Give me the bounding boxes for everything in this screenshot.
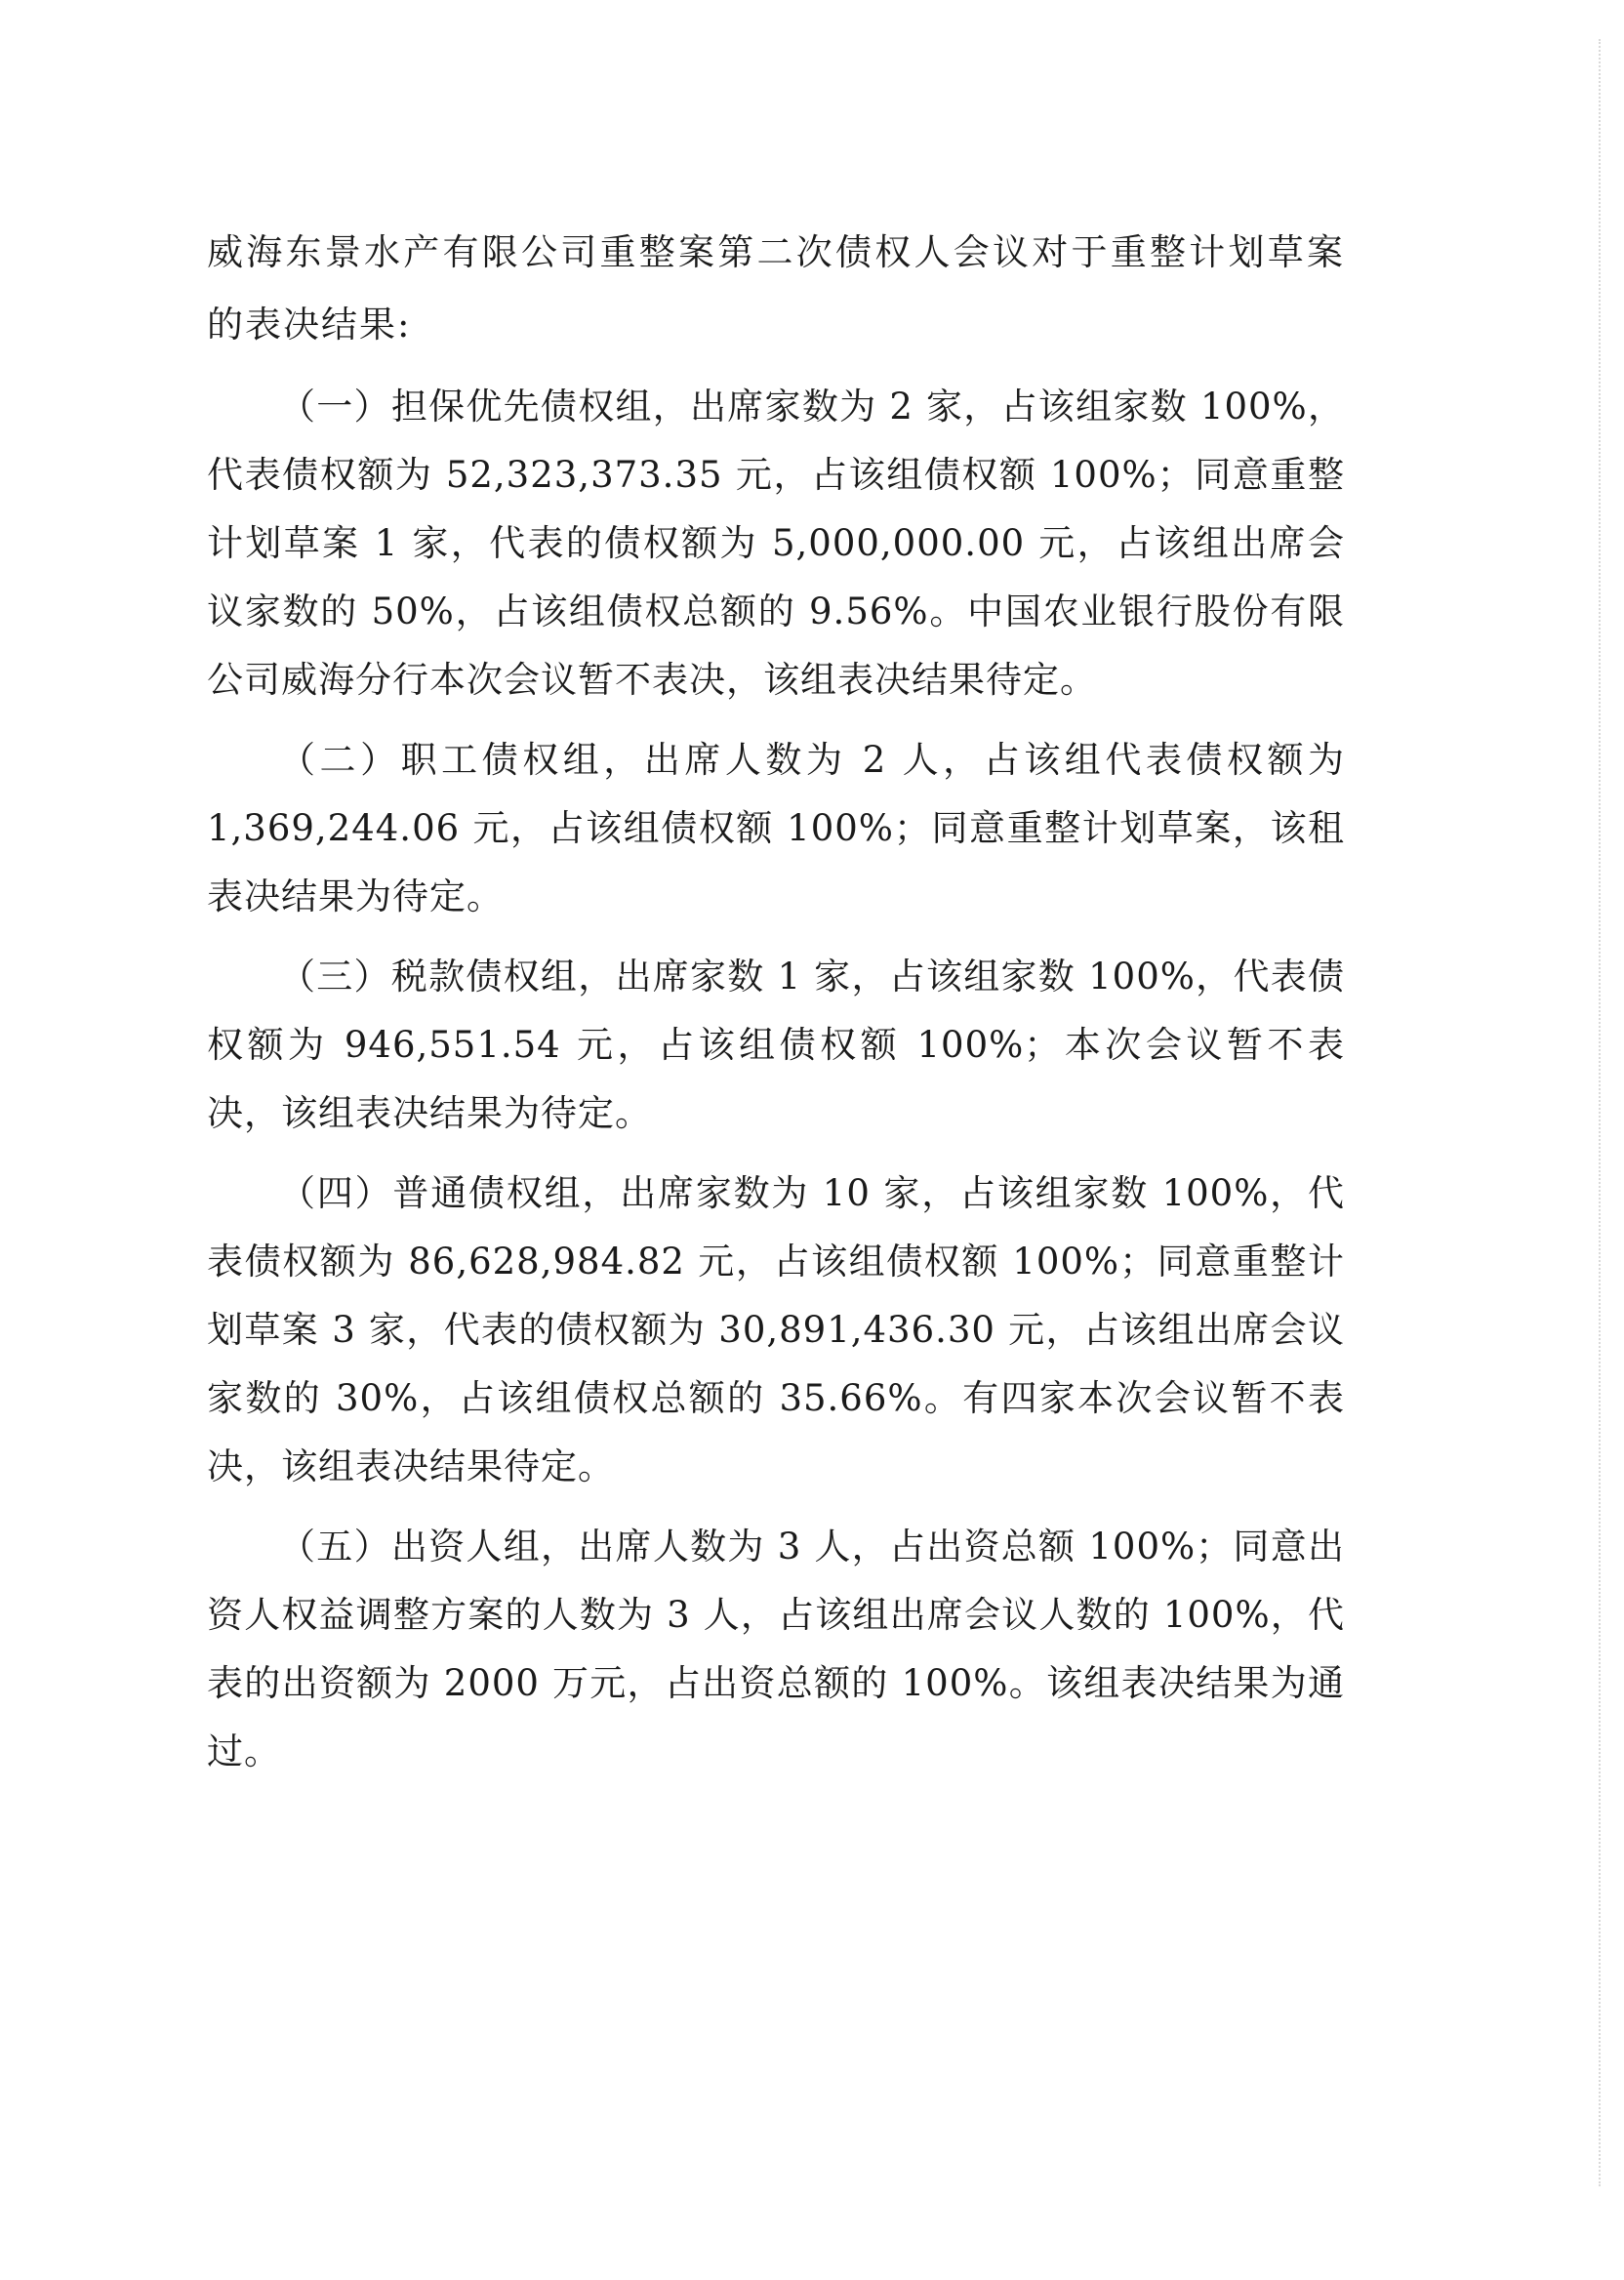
paragraph-block bbox=[207, 943, 1345, 1148]
paragraph-block bbox=[207, 1513, 1345, 1786]
document-body bbox=[207, 217, 1345, 1786]
scan-edge-divider bbox=[1599, 39, 1601, 2186]
paragraph-general-creditors: （四）普通债权组，出席家数为 10 家，占该组家数 100%，代表债权额为 86,628,984.82 元，占该组债权额 100%；同意重整计划草案 3 家，代表的债权额为 30,891,436.30 元，占该组出席会议家数的 30%，占该组债权总额的 35.66%。有四家本次会议暂不表决，该组表决结果待定。 bbox=[207, 1172, 1345, 1487]
paragraph-block bbox=[207, 726, 1345, 931]
paragraph-block bbox=[207, 1160, 1345, 1501]
paragraph-investors: （五）出资人组，出席人数为 3 人，占出资总额 100%；同意出资人权益调整方案的人数为 3 人，占该组出席会议人数的 100%，代表的出资额为 2000 万元，占出资总额的 100%。该组表决结果为通过。 bbox=[207, 1526, 1345, 1772]
paragraph-employee-creditors: （二）职工债权组，出席人数为 2 人，占该组代表债权额为 1,369,244.06 元，占该组债权额 100%；同意重整计划草案，该租表决结果为待定。 bbox=[207, 739, 1345, 917]
paragraph-tax-creditors: （三）税款债权组，出席家数 1 家，占该组家数 100%，代表债权额为 946,551.54 元，占该组债权额 100%；本次会议暂不表决，该组表决结果为待定。 bbox=[207, 956, 1345, 1134]
paragraph-block bbox=[207, 373, 1345, 714]
document-heading: 威海东景水产有限公司重整案第二次债权人会议对于重整计划草案的表决结果: bbox=[207, 231, 1345, 346]
paragraph-secured-creditors: （一）担保优先债权组，出席家数为 2 家，占该组家数 100%，代表债权额为 52,323,373.35 元，占该组债权额 100%；同意重整计划草案 1 家，代表的债权额为 5,000,000.00 元，占该组出席会议家数的 50%，占该组债权总额的 9.56%。中国农业银行股份有限公司威海分行本次会议暂不表决，该组表决结果待定。 bbox=[207, 386, 1345, 701]
